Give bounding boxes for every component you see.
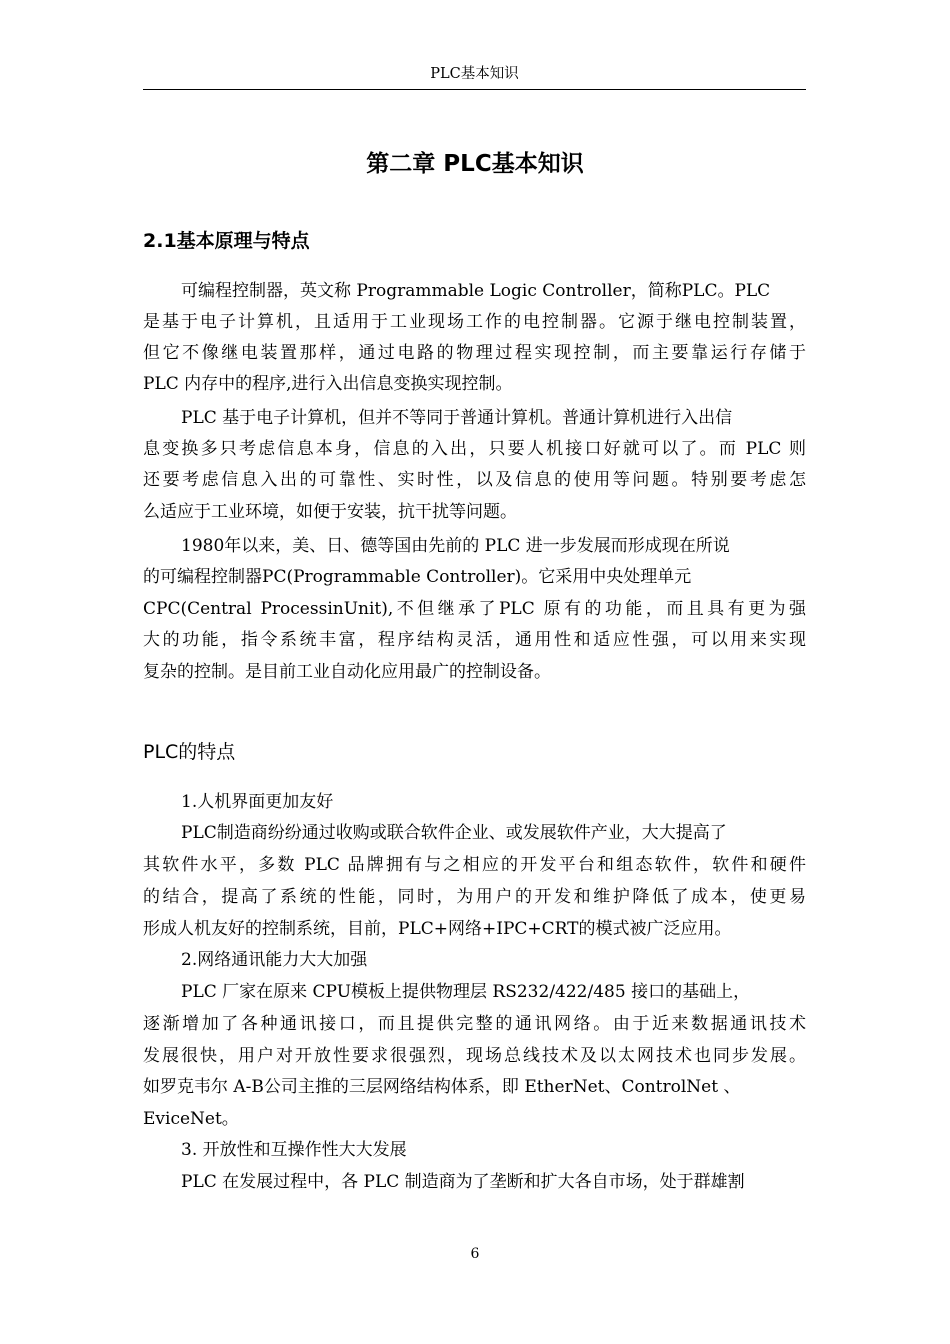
paragraph-line: 大的功能，指令系统丰富，程序结构灵活，通用性和适应性强，可以用来实现: [143, 630, 806, 650]
paragraph-line: 1980年以来，美、日、德等国由先前的 PLC 进一步发展而形成现在所说: [181, 536, 730, 556]
running-header-title: PLC基本知识: [430, 66, 519, 82]
list-item-heading: 3. 开放性和互操作性大大发展: [181, 1140, 407, 1160]
paragraph-line: PLC 厂家在原来 CPU模板上提供物理层 RS232/422/485 接口的基础上，: [181, 982, 751, 1002]
paragraph-line: PLC 在发展过程中，各 PLC 制造商为了垄断和扩大各自市场，处于群雄割: [181, 1172, 745, 1192]
list-item-heading: 2.网络通讯能力大大加强: [181, 950, 368, 970]
paragraph-line: 息变换多只考虑信息本身，信息的入出，只要人机接口好就可以了。而 PLC 则: [143, 439, 806, 459]
paragraph-line: 是基于电子计算机，且适用于工业现场工作的电控制器。它源于继电控制装置，: [143, 312, 806, 332]
paragraph-line: 其软件水平，多数 PLC 品牌拥有与之相应的开发平台和组态软件，软件和硬件: [143, 855, 806, 875]
list-item-heading: 1.人机界面更加友好: [181, 792, 334, 812]
chapter-title: 第二章 PLC基本知识: [366, 151, 584, 177]
paragraph-line: 逐渐增加了各种通讯接口，而且提供完整的通讯网络。由于近来数据通讯技术: [143, 1014, 806, 1034]
paragraph-line: CPC(Central ProcessinUnit),不但继承了PLC 原有的功能，而且具有更为强: [143, 599, 806, 619]
running-header: [143, 62, 806, 90]
paragraph-line: PLC 内存中的程序,进行入出信息变换实现控制。: [143, 374, 513, 394]
paragraph-line: 复杂的控制。是目前工业自动化应用最广的控制设备。: [143, 662, 551, 682]
paragraph-line: 如罗克韦尔 A-B公司主推的三层网络结构体系，即 EtherNet、ControlNet 、: [143, 1077, 741, 1097]
paragraph-line: PLC 基于电子计算机，但并不等同于普通计算机。普通计算机进行入出信: [181, 408, 733, 428]
paragraph-line: EviceNet。: [143, 1109, 239, 1129]
paragraph-line: 还要考虑信息入出的可靠性、实时性，以及信息的使用等问题。特别要考虑怎: [143, 470, 806, 490]
paragraph-line: 的结合，提高了系统的性能，同时，为用户的开发和维护降低了成本，使更易: [143, 887, 806, 907]
paragraph-line: 形成人机友好的控制系统，目前，PLC+网络+IPC+CRT的模式被广泛应用。: [143, 919, 732, 939]
section-heading-features: PLC的特点: [143, 741, 236, 763]
paragraph-line: 的可编程控制器PC(Programmable Controller)。它采用中央处理单元: [143, 567, 692, 587]
page-number: 6: [470, 1246, 480, 1262]
section-heading-2-1: 2.1基本原理与特点: [143, 230, 310, 252]
paragraph-line: 发展很快，用户对开放性要求很强烈，现场总线技术及以太网技术也同步发展。: [143, 1046, 806, 1066]
paragraph-line: 么适应于工业环境，如便于安装，抗干扰等问题。: [143, 502, 517, 522]
paragraph-line: 可编程控制器，英文称 Programmable Logic Controller，简称PLC。PLC: [181, 281, 771, 301]
paragraph-line: 但它不像继电装置那样，通过电路的物理过程实现控制，而主要靠运行存储于: [143, 343, 806, 363]
paragraph-line: PLC制造商纷纷通过收购或联合软件企业、或发展软件产业，大大提高了: [181, 823, 727, 843]
